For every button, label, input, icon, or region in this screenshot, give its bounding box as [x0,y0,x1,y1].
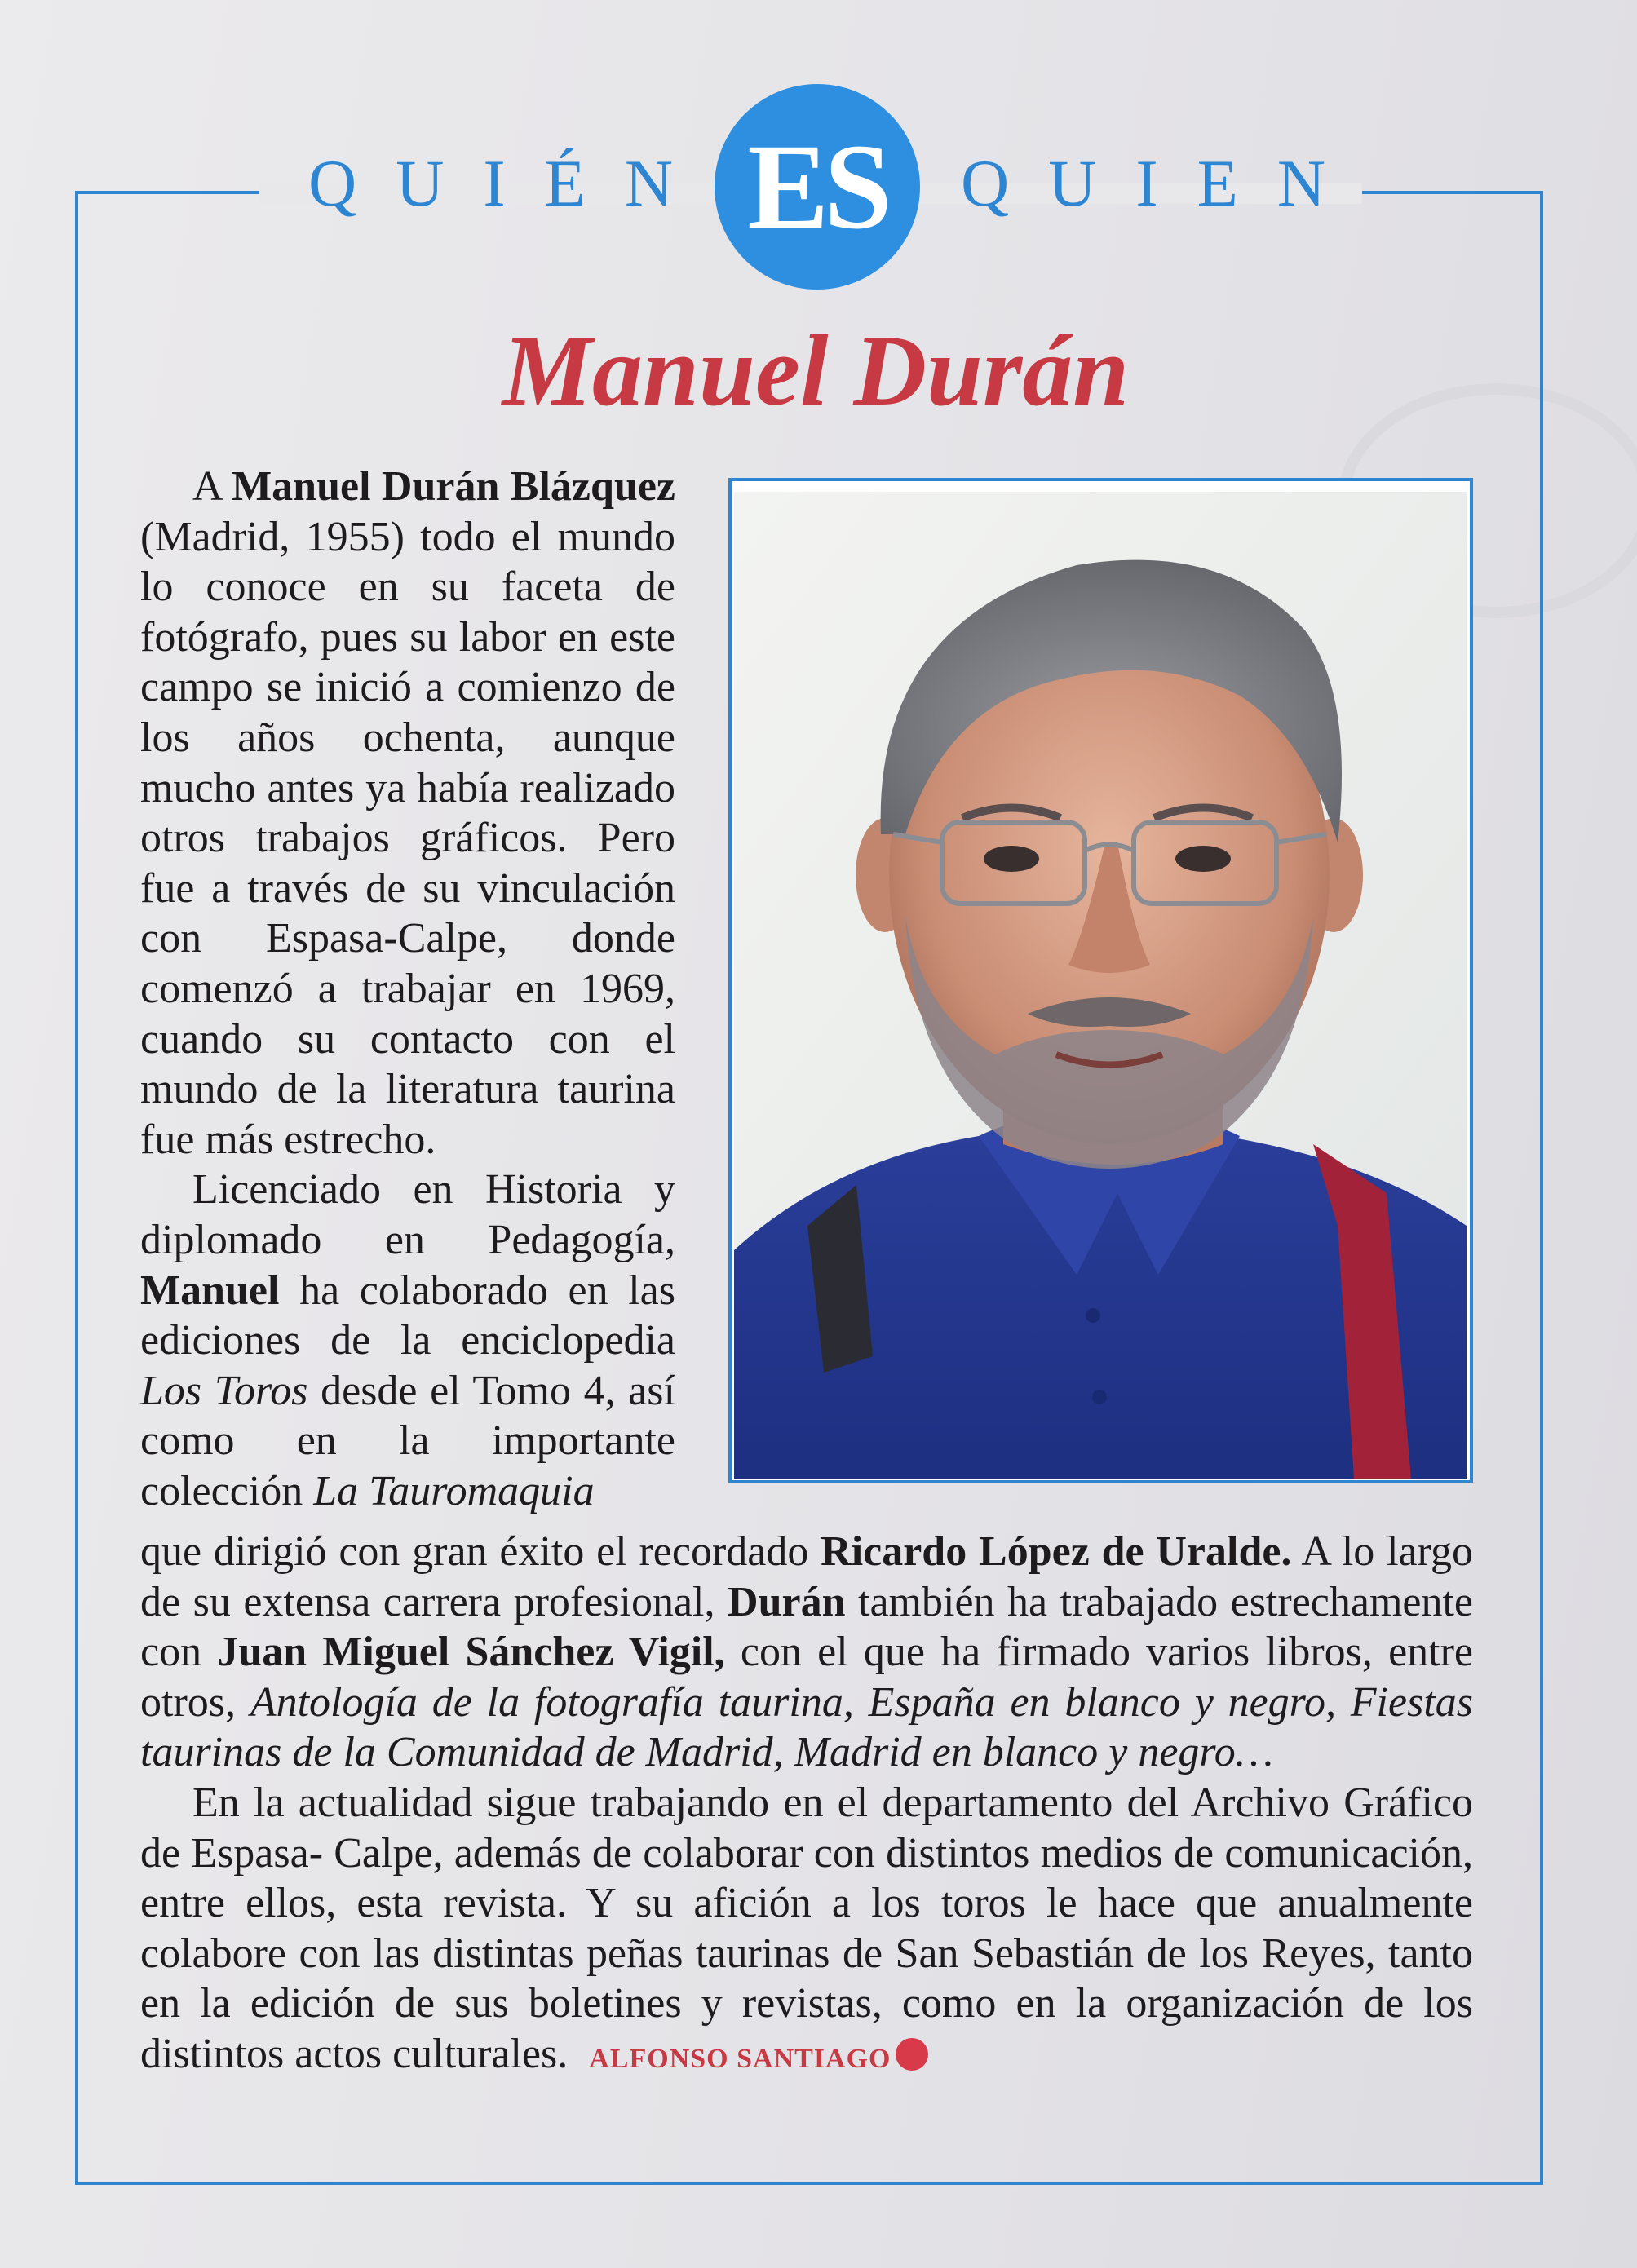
end-mark-dot [896,2038,928,2071]
person-name: Juan Miguel Sánchez Vigil, [217,1629,725,1676]
text-run: desde el Tomo 4, así como en la importante colección [140,1367,675,1514]
paragraph-2 [140,1165,675,1516]
portrait-illustration [734,492,1467,1479]
eye-left [984,846,1039,872]
text-run: En la actualidad sigue trabajando en el departamento del Archivo Gráfico de Espasa- Calpe, además de colaborar con distintos medios de comunicación, entre ellos, esta revista. Y su afición a los toros le hace que anualmente colabore con las distintas peñas taurinas de San Sebastián de los Reyes, tanto en la edición de sus boletines y revistas, como en la organización de los distintos actos culturales. [140,1779,1473,2077]
person-name: Durán [728,1578,846,1625]
article-column-text [140,462,675,1516]
es-badge: ES [715,84,920,290]
eye-right [1175,846,1231,872]
header-right-word: QUIEN [961,146,1365,220]
text-run: que dirigió con gran éxito el recordado [140,1528,821,1575]
paragraph-3 [140,1778,1473,2085]
text-run: ha colaborado en las ediciones de la enciclopedia [140,1267,675,1364]
book-title: La Tauromaquia [313,1467,595,1514]
text-run: Licenciado en Historia y diplomado en Pedagogía, [140,1166,675,1263]
book-title: Los Toros [140,1367,308,1414]
text-run: también ha trabajado estrechamente con [140,1578,1473,1676]
text-run: A [192,463,232,510]
person-name: Ricardo López de Uralde. [821,1528,1292,1575]
article-title: Manuel Durán [502,315,1130,427]
text-run: (Madrid, 1955) todo el mundo lo conoce en su faceta de fotógrafo, pues su labor en este campo se inició a comienzo de los años ochenta, aunque mucho antes ya había realizado otros trabajos gráficos. Pero fue a través de su vinculación con Espasa-Calpe, donde comenzó a trabajar en 1969, cuando su contacto con el mundo de la literatura taurina fue más estrecho. [140,513,675,1163]
shirt-button [1092,1390,1107,1404]
article-full-width-text [140,1527,1473,2085]
paragraph-2-continued [140,1527,1473,1778]
shirt-button [1086,1308,1100,1323]
text-run: con el que ha firmado varios libros, entre otros, [140,1629,1474,1726]
paragraph-1 [140,462,675,1165]
person-name: Manuel [140,1267,280,1314]
portrait-photo [734,492,1467,1479]
header-left-word: QUIÉN [308,146,713,220]
text-run: A lo largo de su extensa carrera profesional, [140,1528,1473,1625]
author-byline: ALFONSO SANTIAGO [589,2043,892,2074]
person-name: Manuel Durán Blázquez [232,463,675,510]
book-titles: Antología de la fotografía taurina, España en blanco y negro, Fiestas taurinas de la Comunidad de Madrid, Madrid en blanco y negro… [140,1678,1473,1776]
